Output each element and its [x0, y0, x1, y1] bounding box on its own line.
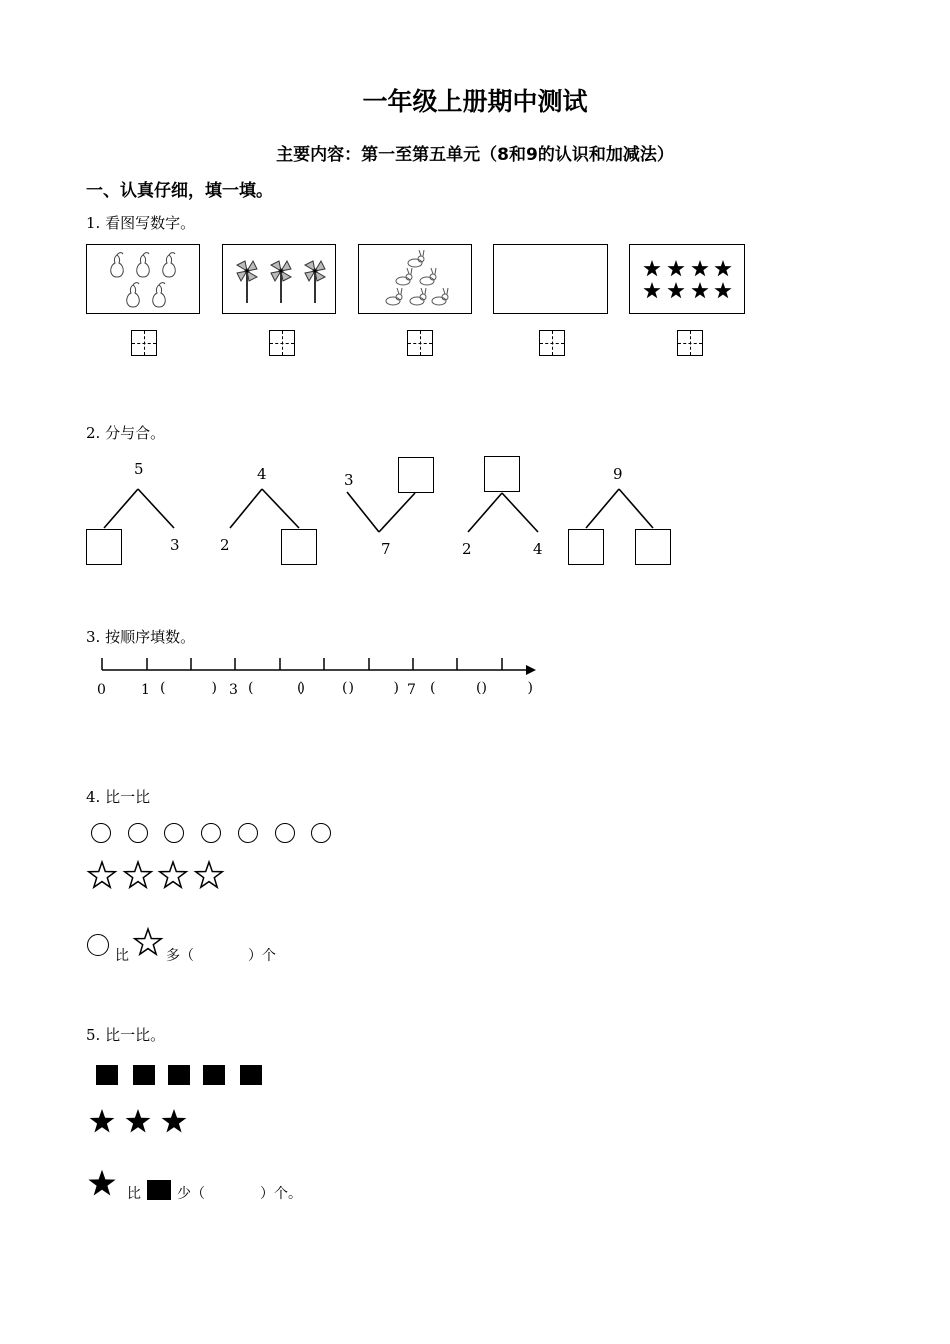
page-title: 一年级上册期中测试 [362, 87, 588, 116]
decompose-5-top: 9 [613, 465, 623, 483]
pear-picture-box [86, 244, 200, 314]
outline-star-icon [160, 862, 187, 887]
decompose-4-left: 2 [462, 540, 472, 558]
black-star-icon [126, 1109, 151, 1133]
outline-star-icon [135, 929, 162, 954]
black-square-icon [133, 1065, 155, 1085]
section-heading: 一、认真仔细，填一填。 [86, 181, 273, 201]
question-3-label: 3. 按顺序填数。 [86, 628, 196, 646]
black-square-icon [147, 1180, 171, 1200]
black-square-icon [240, 1065, 262, 1085]
q4-duo-text: 多（ [166, 948, 194, 964]
black-star-icon [90, 1109, 115, 1133]
decompose-1-top: 5 [134, 460, 144, 478]
tick-1: 1 [141, 682, 150, 698]
decompose-5-left-box[interactable] [568, 529, 604, 565]
black-square-icon [96, 1065, 118, 1085]
decompose-3-left: 3 [344, 471, 354, 489]
outline-star-icon [125, 862, 152, 887]
decompose-3-bottom: 7 [381, 540, 391, 558]
circle-icon [91, 823, 111, 843]
q4-answer-blank[interactable] [196, 945, 246, 963]
question-5-label: 5. 比一比。 [86, 1026, 166, 1044]
q5-ge-text: ）个。 [260, 1186, 302, 1202]
question-1-label: 1. 看图写数字。 [86, 214, 196, 232]
answer-box-pinwheels[interactable] [269, 330, 295, 356]
decompose-4-right: 4 [533, 540, 543, 558]
question-4-label: 4. 比一比 [86, 788, 151, 806]
blank-9[interactable]: ( ) [476, 680, 539, 696]
q4-ge-text: ）个 [248, 948, 276, 964]
empty-picture-box [493, 244, 608, 314]
q5-bi-text: 比 [127, 1186, 141, 1202]
pinwheels-icon [223, 245, 337, 315]
decompose-1-right: 3 [170, 536, 180, 554]
blank-8[interactable]: ( ) [430, 680, 493, 696]
rabbit-picture-box [358, 244, 472, 314]
answer-box-pears[interactable] [131, 330, 157, 356]
circle-icon [238, 823, 258, 843]
outline-star-icon [89, 862, 116, 887]
circle-icon [87, 934, 109, 956]
arrow-head-icon [526, 665, 536, 675]
black-star-icon [88, 1170, 115, 1196]
blank-2[interactable]: ( ) [160, 680, 223, 696]
pinwheel-picture-box [222, 244, 336, 314]
decompose-1-left-box[interactable] [86, 529, 122, 565]
answer-box-rabbits[interactable] [407, 330, 433, 356]
q5-answer-blank[interactable] [208, 1183, 258, 1201]
page-subtitle: 主要内容：第一至第五单元（8和9的认识和加减法） [276, 145, 674, 165]
circle-icon [201, 823, 221, 843]
circle-icon [128, 823, 148, 843]
black-star-icon [162, 1109, 187, 1133]
answer-box-empty[interactable] [539, 330, 565, 356]
tick-0: 0 [97, 682, 106, 698]
decompose-2-right-box[interactable] [281, 529, 317, 565]
rabbits-icon [359, 245, 473, 315]
star-picture-box [629, 244, 745, 314]
circle-icon [311, 823, 331, 843]
decompose-5-right-box[interactable] [635, 529, 671, 565]
black-square-icon [203, 1065, 225, 1085]
black-square-icon [168, 1065, 190, 1085]
circle-icon [275, 823, 295, 843]
pears-icon [87, 245, 201, 315]
blank-6[interactable]: ( ) [342, 680, 405, 696]
outline-star-icon [196, 862, 223, 887]
tick-7: 7 [407, 682, 416, 698]
blank-4[interactable]: ( ) [248, 680, 311, 696]
decompose-2-top: 4 [257, 465, 267, 483]
circle-icon [164, 823, 184, 843]
decompose-3-right-box[interactable] [398, 457, 434, 493]
question-2-label: 2. 分与合。 [86, 424, 166, 442]
answer-box-stars[interactable] [677, 330, 703, 356]
tick-3: 3 [229, 682, 238, 698]
blank-5[interactable]: ( ) [297, 680, 360, 696]
q4-bi-text: 比 [115, 948, 129, 964]
stars-icon [630, 245, 746, 315]
decompose-2-left: 2 [220, 536, 230, 554]
q5-shao-text: 少（ [177, 1186, 205, 1202]
decompose-4-top-box[interactable] [484, 456, 520, 492]
